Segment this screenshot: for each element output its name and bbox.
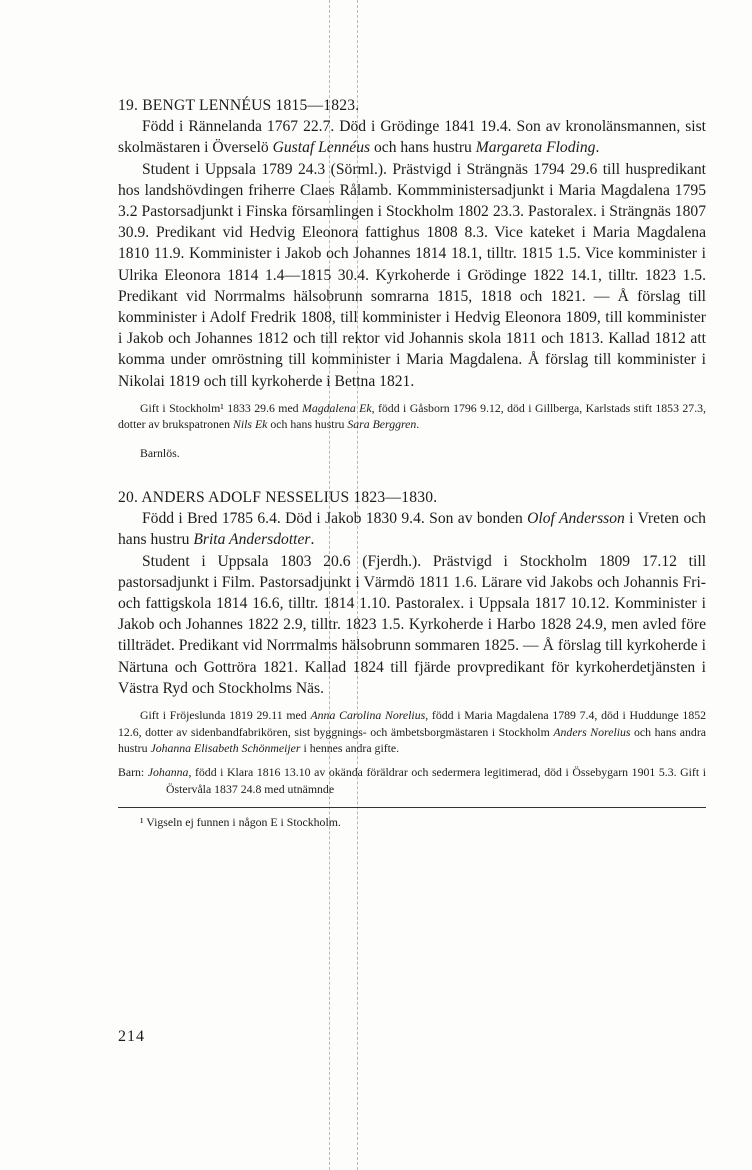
family-notes xyxy=(118,707,706,797)
footnote: ¹ Vigseln ej funnen i någon E i Stockholm. xyxy=(140,815,341,830)
marriage-note: Gift i Fröjeslunda 1819 29.11 med Anna Carolina Norelius, född i Maria Magdalena 1789 7.4, död i Huddunge 1852 12.6, dotter av sidenbandfabrikören, sist byggnings- och ämbetsborgmästaren i Stockholm Anders Norelius och hans andra hustru Johanna Elisabeth Schönmeijer i hennes andra gifte. xyxy=(118,708,707,755)
marriage-note: Gift i Stockholm¹ 1833 29.6 med Magdalena Ek, född i Gåsborn 1796 9.12, död i Gillberga, Karlstads stift 1853 27.3, dotter av brukspatronen Nils Ek och hans hustru Sara Berggren. xyxy=(118,400,706,432)
mother-name: Margareta Floding xyxy=(475,139,596,157)
family-notes xyxy=(118,400,706,461)
career-paragraph: Student i Uppsala 1803 20.6 (Fjerdh.). Prästvigd i Stockholm 1809 17.12 till pastorsadjunkt i Film. Pastorsadjunkt i Värmdö 1811 1.6. Lärare vid Jakobs och Johannis Fri- och fattigskola 1814 16.6, tilltr. 1814 1.10. Pastoralex. i Uppsala 1817 10.12. Komminister i Jakob och Johannes 1822 2.9, tilltr. 1823 1.5. Kyrkoherde i Harbo 1828 24.9, men avled före tillträdet. Predikant vid Norrmalms hälsobrunn sommaren 1825. — Å förslag till kyrkoherde i Närtuna och Gottröra 1821. Kallad 1824 till fjärde provpredikant för kyrkoherdetjänsten i Västra Ryd och Stockholms Näs. xyxy=(118,552,706,697)
entry-heading: 20. ANDERS ADOLF NESSELIUS 1823—1830. xyxy=(118,489,438,507)
children-note: Barnlös. xyxy=(140,445,180,460)
wife-mother-name: Johanna Elisabeth Schönmeijer xyxy=(150,740,301,755)
entry-body xyxy=(118,116,706,392)
birth-paragraph: Född i Bred 1785 6.4. Död i Jakob 1830 9.4. Son av bonden Olof Andersson i Vreten och hans hustru Brita Andersdotter. xyxy=(118,510,706,549)
entry-body xyxy=(118,508,706,699)
father-name: Olof Andersson xyxy=(527,510,625,528)
father-name: Gustaf Lennéus xyxy=(272,139,371,157)
career-paragraph: Student i Uppsala 1789 24.3 (Sörml.). Prästvigd i Strängnäs 1794 29.6 till huspredikant hos landshövdingen friherre Claes Rålamb. Kommministersadjunkt i Maria Magdalena 1795 3.2 Pastorsadjunkt i Finska församlingen i Stockholm 1802 23.3. Pastoralex. i Strängnäs 1807 30.9. Predikant vid Hedvig Eleonora fattighus 1808 8.3. Vice kateket i Maria Magdalena 1810 11.9. Komminister i Jakob och Johannes 1814 18.1, tilltr. 1815 1.5. Vice komminister i Ulrika Eleonora 1814 1.4—1815 30.4. Kyrkoherde i Grödinge 1822 14.1, tilltr. 1823 1.5. Predikant vid Norrmalms hälsobrunn somrarna 1815, 1818 och 1821. — Å förslag till komminister i Adolf Fredrik 1808, till komminister i Hedvig Eleonora 1809, till komminister i Jakob och Johannes 1812 och till rektor vid Johannis skola 1811 och 1813. Kallad 1812 att komma under omröstning till komminister i Maria Magdalena. Å förslag till komminister i Nikolai 1819 och till kyrkoherde i Bettna 1821. xyxy=(118,160,706,390)
wife-father-name: Nils Ek xyxy=(233,417,268,432)
footnote-rule xyxy=(118,807,706,808)
page-number: 214 xyxy=(118,1028,145,1045)
entry-heading: 19. BENGT LENNÉUS 1815—1823. xyxy=(118,97,360,114)
wife-mother-name: Sara Berggren xyxy=(347,417,417,432)
entry-20 xyxy=(118,487,706,797)
page-content xyxy=(118,95,706,830)
birth-paragraph: Född i Rännelanda 1767 22.7. Död i Grödinge 1841 19.4. Son av kronolänsmannen, sist skolmästaren i Överselö Gustaf Lennéus och hans hustru Margareta Floding. xyxy=(118,118,706,157)
wife-name: Anna Carolina Norelius xyxy=(310,708,426,723)
wife-name: Magdalena Ek xyxy=(302,400,372,415)
mother-name: Brita Andersdotter xyxy=(193,531,311,549)
children-note: Barn: Johanna, född i Klara 1816 13.10 av okända föräldrar och sedermera legitimerad, död i Össebygarn 1901 5.3. Gift i Östervåla 1837 24.8 med utnämnde xyxy=(118,765,706,796)
child-name: Johanna xyxy=(147,765,189,780)
wife-father-name: Anders Norelius xyxy=(553,724,631,739)
entry-19 xyxy=(118,95,706,461)
